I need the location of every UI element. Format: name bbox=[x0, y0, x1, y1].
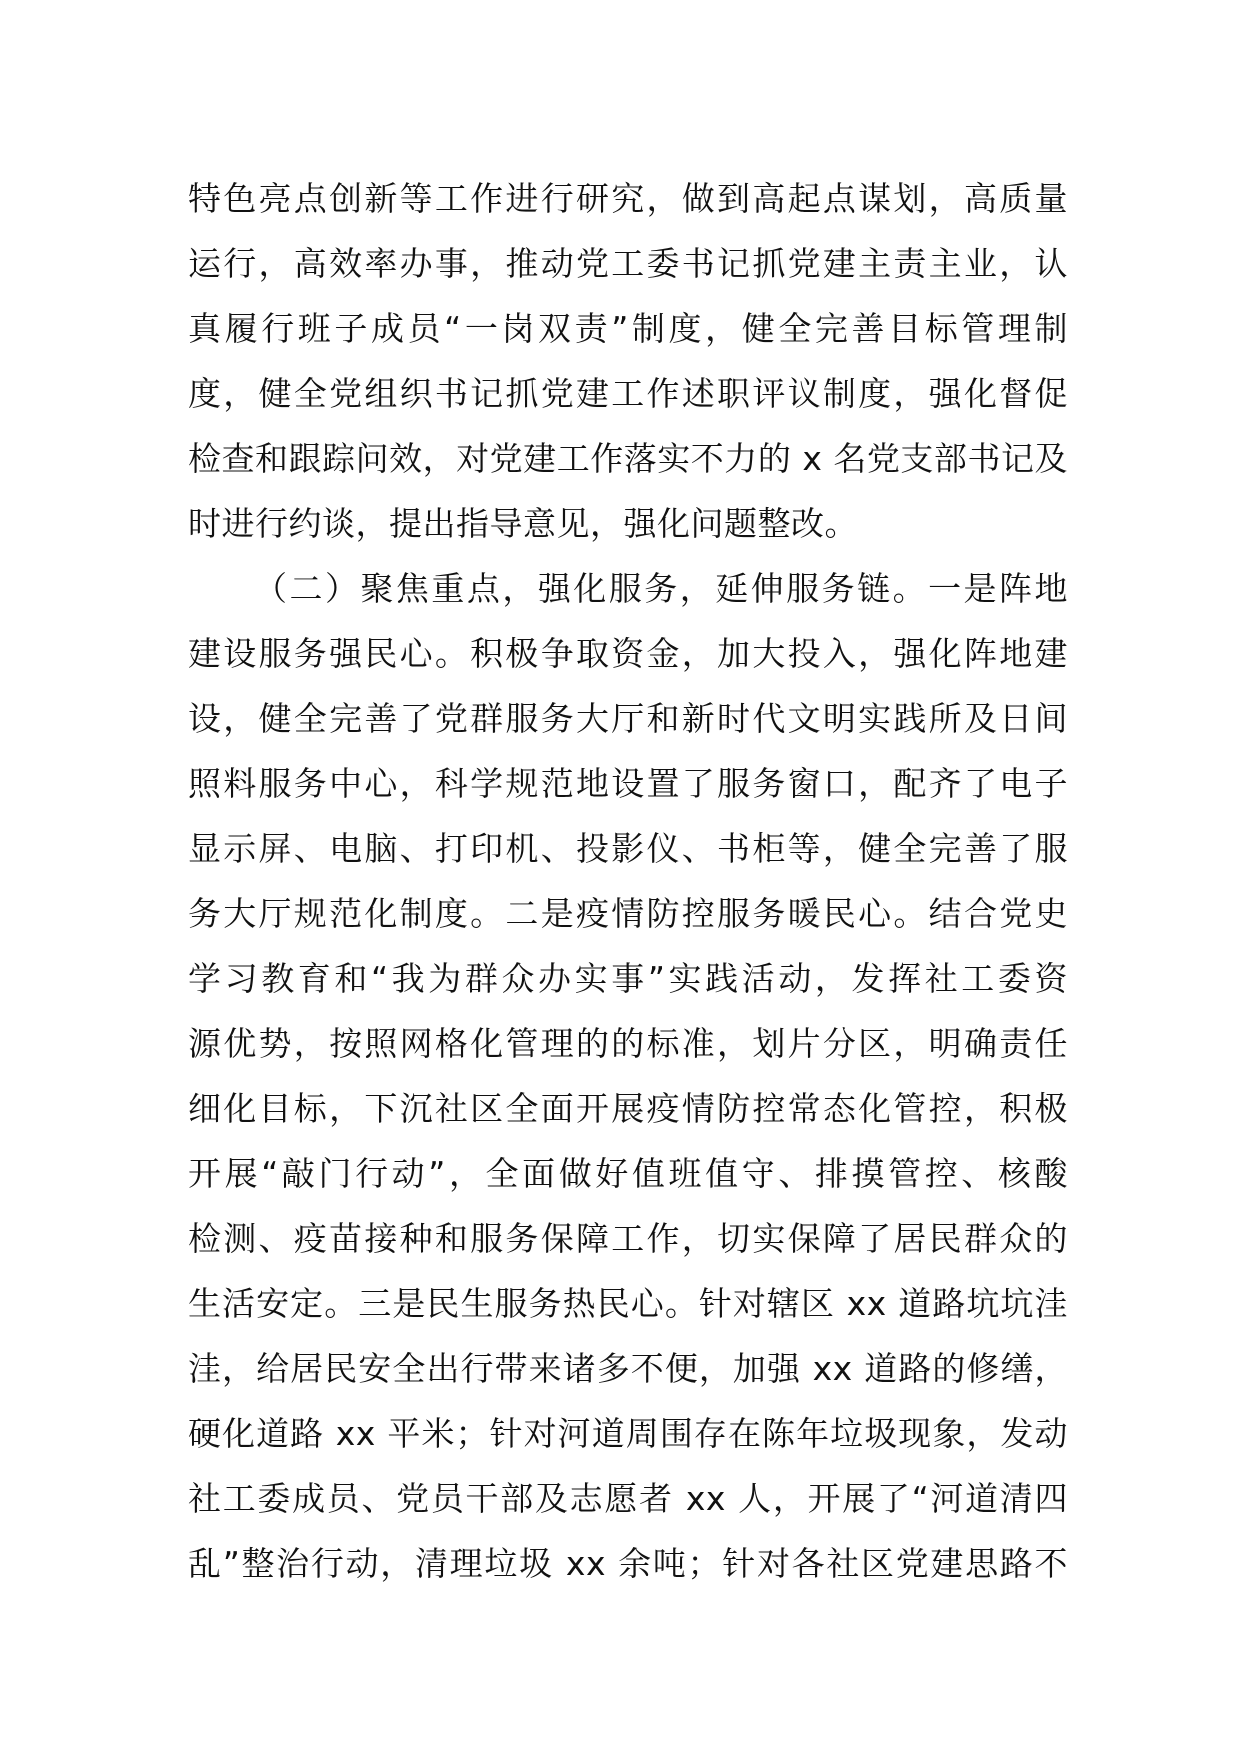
section-heading-line: （二）聚焦重点，强化服务，延伸服务链。一是阵地 bbox=[254, 569, 1068, 608]
text-line: 设，健全完善了党群服务大厅和新时代文明实践所及日间 bbox=[188, 699, 1068, 738]
text-line: 检测、疫苗接种和服务保障工作，切实保障了居民群众的 bbox=[188, 1219, 1068, 1258]
body-text bbox=[188, 166, 1068, 1596]
text-line: 运行，高效率办事，推动党工委书记抓党建主责主业，认 bbox=[188, 244, 1068, 283]
text-line: 硬化道路 xx 平米；针对河道周围存在陈年垃圾现象，发动 bbox=[188, 1414, 1068, 1453]
text-line: 学习教育和“我为群众办实事”实践活动，发挥社工委资 bbox=[188, 959, 1068, 998]
text-line: 检查和跟踪问效，对党建工作落实不力的 x 名党支部书记及 bbox=[188, 439, 1068, 478]
text-line: 时进行约谈，提出指导意见，强化问题整改。 bbox=[188, 504, 858, 543]
text-line: 务大厅规范化制度。二是疫情防控服务暖民心。结合党史 bbox=[188, 894, 1068, 933]
text-line: 乱”整治行动，清理垃圾 xx 余吨；针对各社区党建思路不 bbox=[188, 1544, 1068, 1583]
text-line: 源优势，按照网格化管理的的标准，划片分区，明确责任 bbox=[188, 1024, 1068, 1063]
text-line: 细化目标，下沉社区全面开展疫情防控常态化管控，积极 bbox=[188, 1089, 1068, 1128]
text-line: 度，健全党组织书记抓党建工作述职评议制度，强化督促 bbox=[188, 374, 1068, 413]
text-line: 洼，给居民安全出行带来诸多不便，加强 xx 道路的修缮， bbox=[188, 1349, 1068, 1388]
text-line: 真履行班子成员“一岗双责”制度，健全完善目标管理制 bbox=[188, 309, 1068, 348]
text-line: 生活安定。三是民生服务热民心。针对辖区 xx 道路坑坑洼 bbox=[188, 1284, 1068, 1323]
text-line: 社工委成员、党员干部及志愿者 xx 人，开展了“河道清四 bbox=[188, 1479, 1068, 1518]
text-line: 照料服务中心，科学规范地设置了服务窗口，配齐了电子 bbox=[188, 764, 1068, 803]
text-line: 特色亮点创新等工作进行研究，做到高起点谋划，高质量 bbox=[188, 179, 1068, 218]
text-line: 显示屏、电脑、打印机、投影仪、书柜等，健全完善了服 bbox=[188, 829, 1068, 868]
text-line: 开展“敲门行动”，全面做好值班值守、排摸管控、核酸 bbox=[188, 1154, 1068, 1193]
text-line: 建设服务强民心。积极争取资金，加大投入，强化阵地建 bbox=[188, 634, 1068, 673]
